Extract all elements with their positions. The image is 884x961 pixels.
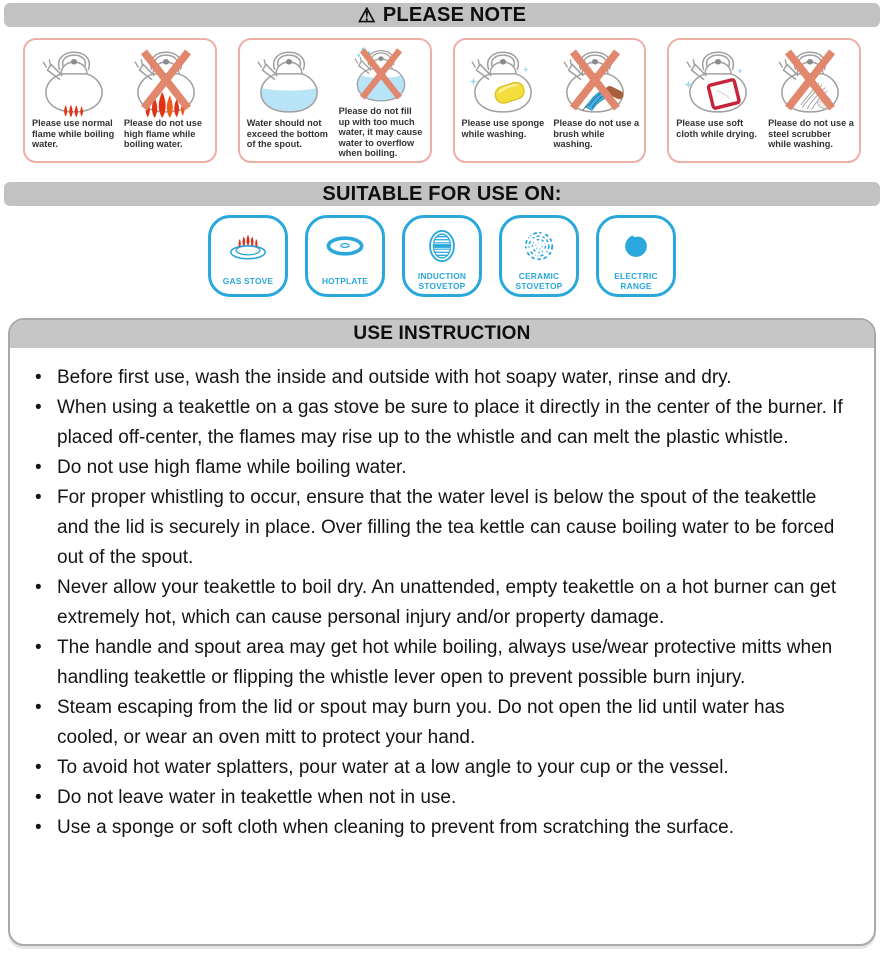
kettle-water-level-icon	[247, 42, 331, 118]
please-note-title: PLEASE NOTE	[382, 3, 527, 26]
instruction-item: • Before first use, wash the inside and outside with hot soapy water, rinse and dry.	[35, 363, 844, 393]
stove-label: INDUCTION STOVETOP	[417, 271, 467, 291]
instruction-item: • Do not leave water in teakettle when not in use.	[35, 783, 844, 813]
kettle-high-flame-icon	[124, 42, 208, 118]
note-cell-prohibited	[550, 42, 640, 159]
note-box-washing	[453, 38, 647, 163]
note-caption: Please use normal flame while boiling water.	[32, 118, 115, 150]
note-cell-allowed	[29, 42, 119, 159]
note-cell-allowed	[673, 42, 763, 159]
stove-icons-row	[0, 215, 884, 297]
stove-card-electric	[596, 215, 676, 297]
note-cell-allowed	[459, 42, 549, 159]
kettle-steel-scrubber-icon	[768, 42, 852, 118]
stove-label: ELECTRIC RANGE	[614, 271, 658, 291]
suitable-bar	[4, 182, 880, 206]
electric-range-icon	[604, 220, 668, 272]
note-caption: Water should not exceed the bottom of the spout.	[246, 118, 328, 150]
please-note-bar	[4, 3, 880, 27]
warning-icon: ⚠	[357, 4, 376, 27]
kettle-brush-icon	[553, 42, 637, 118]
note-box-drying	[667, 38, 861, 163]
stove-label: CERAMIC STOVETOP	[515, 271, 563, 291]
use-instruction-box	[8, 318, 876, 946]
stove-label: HOTPLATE	[321, 275, 369, 286]
stove-card-ceramic	[499, 215, 579, 297]
gas-stove-icon	[216, 220, 280, 272]
note-cell-prohibited	[336, 42, 426, 159]
use-instruction-header	[10, 320, 874, 348]
stove-label: GAS STOVE	[222, 275, 274, 286]
kettle-overfill-icon	[339, 42, 423, 106]
note-caption: Please do not use a steel scrubber while washing.	[768, 118, 854, 150]
note-caption: Please do not use high flame while boiling water.	[123, 118, 202, 150]
note-caption: Please do not use a brush while washing.	[553, 118, 640, 150]
induction-stovetop-icon	[410, 220, 474, 272]
note-cell-prohibited	[765, 42, 855, 159]
instruction-item: • Steam escaping from the lid or spout may burn you. Do not open the lid until water has cooled, or wear an oven mitt to protect your hand.	[35, 693, 844, 753]
note-boxes-row	[0, 38, 884, 163]
stove-card-induction	[402, 215, 482, 297]
instruction-item: • To avoid hot water splatters, pour water at a low angle to your cup or the vessel.	[35, 753, 844, 783]
instruction-item: • The handle and spout area may get hot while boiling, always use/wear protective mitts when handling teakettle or flipping the whistle lever open to prevent possible burn injury.	[35, 633, 844, 693]
note-caption: Please do not fill up with too much water, it may cause water to overflow when boiling.	[338, 106, 423, 159]
instruction-item: • Use a sponge or soft cloth when cleaning to prevent from scratching the surface.	[35, 813, 844, 843]
kettle-soft-cloth-icon	[676, 42, 760, 118]
instruction-item: • Do not use high flame while boiling water.	[35, 453, 844, 483]
instruction-item: • For proper whistling to occur, ensure that the water level is below the spout of the teakettle and the lid is securely in place. Over filling the tea kettle can cause boiling water to be forced out of the spout.	[35, 483, 844, 573]
note-cell-prohibited	[121, 42, 211, 159]
instruction-list	[10, 363, 874, 843]
stove-card-hotplate	[305, 215, 385, 297]
stove-card-gas-stove	[208, 215, 288, 297]
note-caption: Please use soft cloth while drying.	[676, 118, 757, 139]
use-instruction-title: USE INSTRUCTION	[353, 323, 531, 344]
note-caption: Please use sponge while washing.	[461, 118, 545, 139]
ceramic-stovetop-icon	[507, 220, 571, 272]
kettle-sponge-icon	[461, 42, 545, 118]
note-box-flame	[23, 38, 217, 163]
note-cell-allowed	[244, 42, 334, 159]
instruction-item: • Never allow your teakettle to boil dry. An unattended, empty teakettle on a hot burner can get extremely hot, which can cause personal injury and/or property damage.	[35, 573, 844, 633]
suitable-title: SUITABLE FOR USE ON:	[322, 182, 562, 205]
note-box-water	[238, 38, 432, 163]
instruction-item: • When using a teakettle on a gas stove be sure to place it directly in the center of the burner. If placed off-center, the flames may rise up to the whistle and can melt the plastic whistle.	[35, 393, 844, 453]
kettle-normal-flame-icon	[32, 42, 116, 118]
hotplate-icon	[313, 220, 377, 272]
